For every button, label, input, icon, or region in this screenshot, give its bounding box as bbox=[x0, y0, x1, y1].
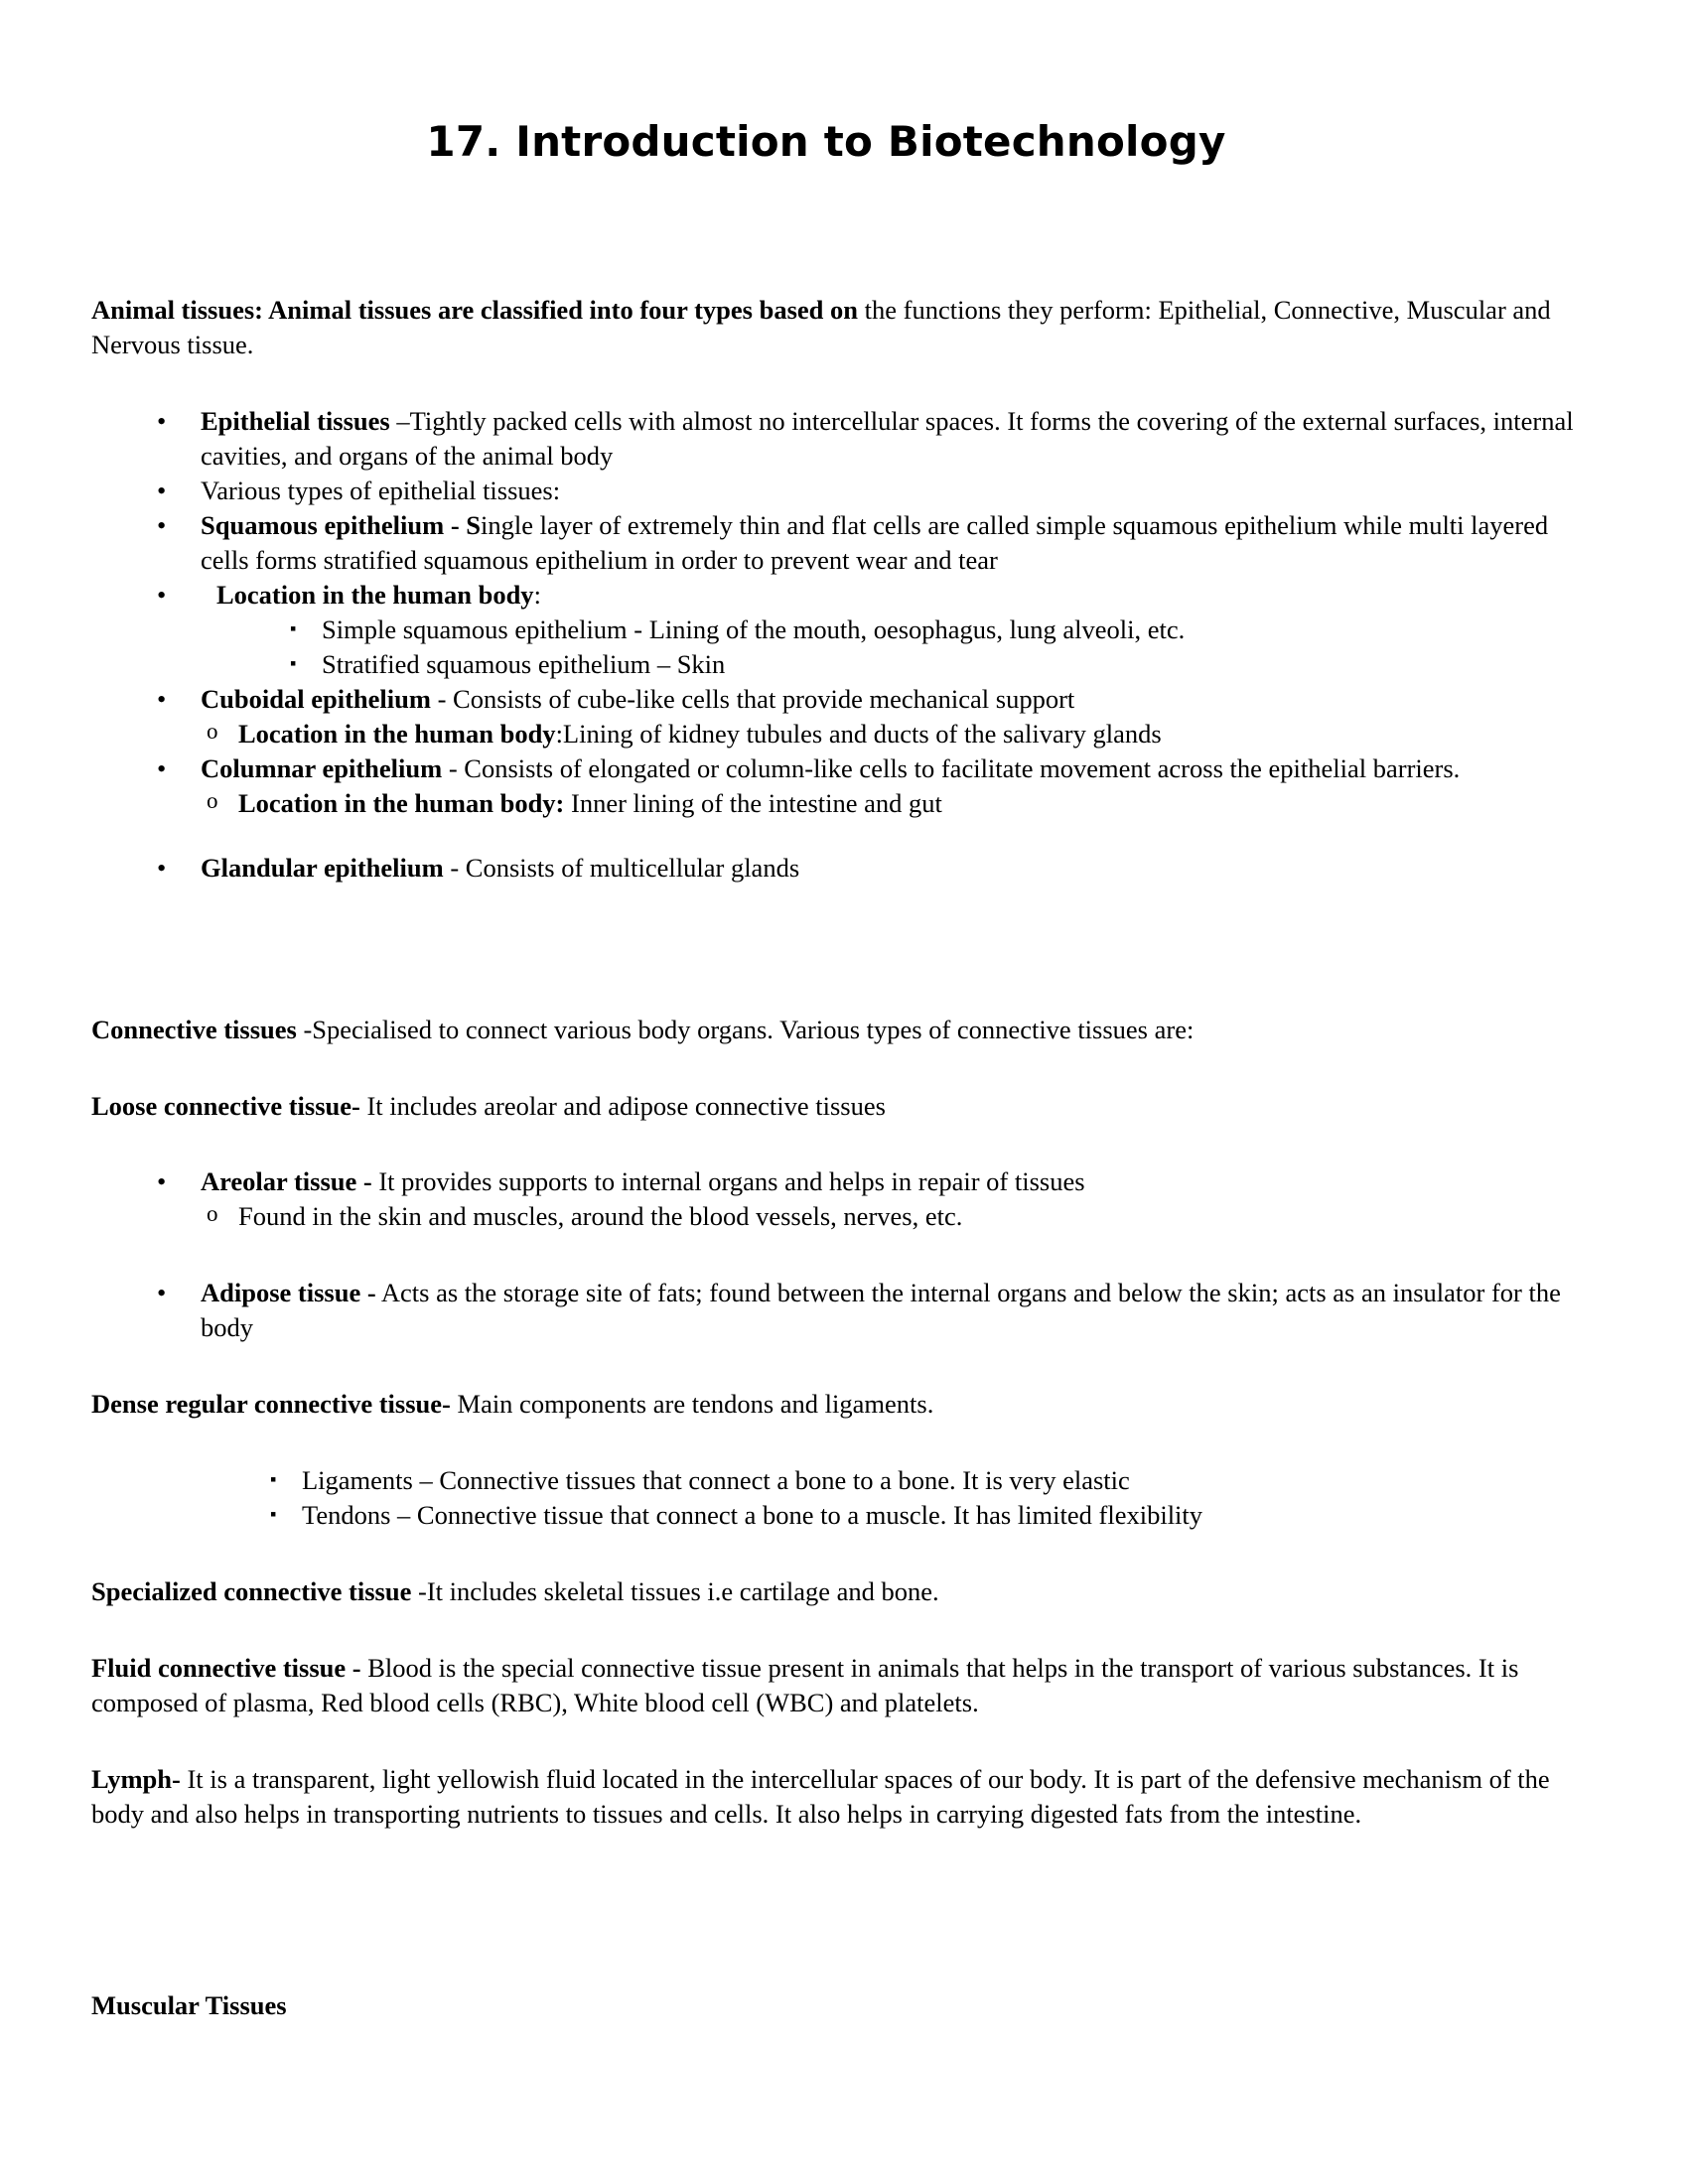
intro-bold-text: Animal tissues: Animal tissues are classified into four types based on bbox=[91, 295, 859, 325]
list-item-bold: Cuboidal epithelium bbox=[201, 683, 431, 714]
page-title: 17. Introduction to Biotechnology bbox=[426, 117, 1226, 166]
list-item bbox=[139, 474, 1591, 508]
list-item bbox=[139, 751, 1591, 786]
disc-bullet-icon: • bbox=[157, 683, 167, 714]
list-item bbox=[266, 1463, 1591, 1498]
list-item bbox=[203, 786, 1591, 821]
list-item bbox=[203, 1199, 1591, 1234]
loose-connective-text: It includes areolar and adipose connective tissues bbox=[359, 1090, 886, 1121]
list-item-text: Tendons – Connective tissue that connect a bone to a muscle. It has limited flexibility bbox=[302, 1500, 1203, 1531]
areolar-bullet-list bbox=[91, 1164, 1591, 1199]
disc-bullet-icon: • bbox=[157, 509, 167, 540]
disc-bullet-icon: • bbox=[157, 852, 167, 883]
list-item-text: Simple squamous epithelium - Lining of the mouth, oesophagus, lung alveoli, etc. bbox=[322, 614, 1186, 644]
list-item-text: It provides supports to internal organs and helps in repair of tissues bbox=[371, 1166, 1085, 1197]
square-bullet-icon: ▪ bbox=[270, 1504, 277, 1525]
specialized-bold: Specialized connective tissue bbox=[91, 1576, 412, 1607]
list-item-text: Stratified squamous epithelium – Skin bbox=[322, 648, 726, 679]
disc-bullet-icon: • bbox=[157, 1278, 167, 1308]
fluid-text: Blood is the special connective tissue present in animals that helps in the transport of various substances. It is composed of plasma, Red blood cells (RBC), White blood cell (WBC) and platelets. bbox=[91, 1653, 1519, 1718]
adipose-bullet-list bbox=[91, 1276, 1591, 1345]
loose-connective-paragraph bbox=[91, 1089, 1591, 1124]
list-item bbox=[266, 1498, 1591, 1533]
epithelial-bullet-list bbox=[91, 404, 1591, 613]
list-item bbox=[139, 1276, 1591, 1345]
list-item bbox=[286, 647, 1591, 682]
dense-regular-text: Main components are tendons and ligaments. bbox=[450, 1389, 934, 1420]
connective-intro-bold: Connective tissues bbox=[91, 1014, 297, 1044]
list-item-text: - Consists of cube-like cells that provide mechanical support bbox=[430, 683, 1075, 714]
connective-intro-paragraph bbox=[91, 1013, 1591, 1047]
fluid-bold: Fluid connective tissue - bbox=[91, 1653, 361, 1684]
cuboidal-bullet-list bbox=[91, 682, 1591, 717]
list-item bbox=[139, 1164, 1591, 1199]
dense-regular-paragraph bbox=[91, 1387, 1591, 1422]
list-item-text: Various types of epithelial tissues: bbox=[201, 475, 561, 505]
intro-rest-text: the functions they perform: Epithelial, Connective, Muscular and Nervous tissue. bbox=[91, 295, 1551, 359]
list-item-text: –Tightly packed cells with almost no intercellular spaces. It forms the covering of the external surfaces, internal cavities, and organs of the animal body bbox=[201, 405, 1574, 471]
disc-bullet-icon: • bbox=[157, 405, 167, 436]
list-item bbox=[139, 578, 1591, 613]
list-item-text: Found in the skin and muscles, around the blood vessels, nerves, etc. bbox=[238, 1201, 963, 1232]
square-bullet-icon: ▪ bbox=[290, 617, 297, 638]
list-item-bold: Squamous epithelium - S bbox=[201, 509, 482, 540]
list-item-text: :Lining of kidney tubules and ducts of the salivary glands bbox=[555, 718, 1162, 749]
list-item-text: Inner lining of the intestine and gut bbox=[564, 787, 942, 818]
list-item-bold: Epithelial tissues bbox=[201, 405, 390, 436]
disc-bullet-icon: • bbox=[157, 752, 167, 783]
list-item bbox=[139, 404, 1591, 474]
circle-bullet-icon: o bbox=[207, 787, 218, 813]
list-item bbox=[286, 613, 1591, 647]
cuboidal-location-sublist bbox=[91, 717, 1591, 751]
areolar-sublist bbox=[91, 1199, 1591, 1234]
connective-intro-text: -Specialised to connect various body organs. Various types of connective tissues are: bbox=[296, 1014, 1195, 1044]
specialized-text: -It includes skeletal tissues i.e cartilage and bone. bbox=[411, 1576, 939, 1607]
dense-regular-sublist bbox=[91, 1463, 1591, 1533]
lymph-bold: Lymph- bbox=[91, 1764, 181, 1795]
fluid-paragraph bbox=[91, 1651, 1591, 1720]
disc-bullet-icon: • bbox=[157, 1166, 167, 1197]
dense-regular-bold: Dense regular connective tissue- bbox=[91, 1389, 451, 1420]
list-item-bold: Areolar tissue - bbox=[201, 1166, 372, 1197]
lymph-paragraph bbox=[91, 1762, 1591, 1832]
list-item-text: : bbox=[533, 579, 541, 610]
square-bullet-icon: ▪ bbox=[270, 1469, 277, 1490]
list-item-bold: Location in the human body bbox=[216, 579, 534, 610]
square-bullet-icon: ▪ bbox=[290, 652, 297, 673]
list-item bbox=[139, 682, 1591, 717]
circle-bullet-icon: o bbox=[207, 718, 218, 744]
loose-connective-bold: Loose connective tissue- bbox=[91, 1090, 360, 1121]
circle-bullet-icon: o bbox=[207, 1201, 218, 1227]
list-item bbox=[139, 851, 1591, 886]
list-item-text: - Consists of multicellular glands bbox=[443, 852, 800, 883]
disc-bullet-icon: • bbox=[157, 475, 167, 505]
list-item-text: ingle layer of extremely thin and flat cells are called simple squamous epithelium while multi layered cells forms stratified squamous epithelium in order to prevent wear and tear bbox=[201, 509, 1549, 575]
list-item-text: Acts as the storage site of fats; found between the internal organs and below the skin; acts as an insulator for the body bbox=[201, 1278, 1561, 1343]
columnar-bullet-list bbox=[91, 751, 1591, 786]
disc-bullet-icon: • bbox=[157, 579, 167, 610]
list-item-bold: Glandular epithelium bbox=[201, 852, 444, 883]
specialized-paragraph bbox=[91, 1574, 1591, 1609]
squamous-location-sublist bbox=[91, 613, 1591, 682]
list-item-bold: Columnar epithelium bbox=[201, 752, 443, 783]
list-item bbox=[139, 508, 1591, 578]
muscular-tissues-bold: Muscular Tissues bbox=[91, 1990, 287, 2021]
list-item-bold: Location in the human body bbox=[238, 718, 556, 749]
columnar-location-sublist bbox=[91, 786, 1591, 821]
glandular-bullet-list bbox=[91, 851, 1591, 886]
list-item-text: Ligaments – Connective tissues that connect a bone to a bone. It is very elastic bbox=[302, 1465, 1130, 1496]
list-item-bold: Location in the human body: bbox=[238, 787, 565, 818]
document-body bbox=[91, 0, 1591, 2023]
list-item-text: - Consists of elongated or column-like cells to facilitate movement across the epithelial barriers. bbox=[442, 752, 1461, 783]
lymph-text: It is a transparent, light yellowish fluid located in the intercellular spaces of our body. It is part of the defensive mechanism of the body and also helps in transporting nutrients to tissues and cells. It also helps in carrying digested fats from the intestine. bbox=[91, 1764, 1550, 1830]
list-item-bold: Adipose tissue - bbox=[201, 1278, 376, 1308]
intro-paragraph bbox=[91, 293, 1591, 362]
muscular-tissues-heading bbox=[91, 1988, 1591, 2023]
list-item bbox=[203, 717, 1591, 751]
